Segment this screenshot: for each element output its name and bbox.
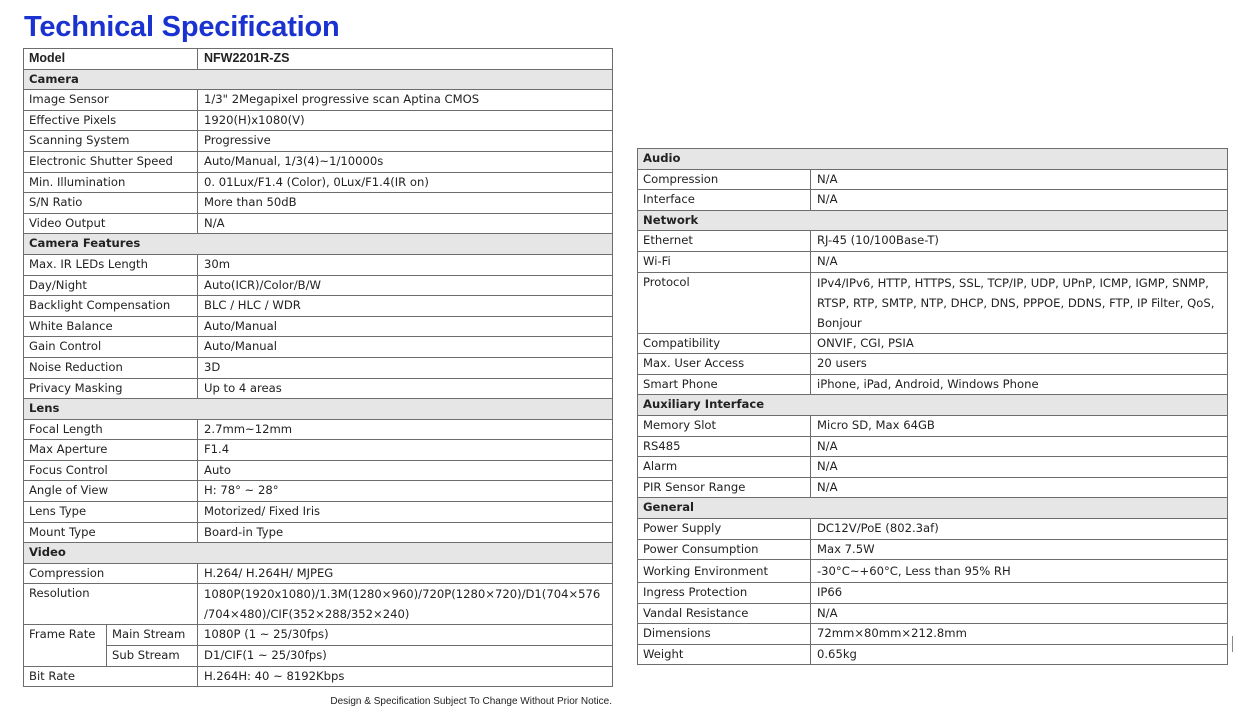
table-row (24, 193, 613, 214)
spec-label: Effective Pixels (24, 110, 198, 131)
spec-table-left (23, 48, 613, 687)
spec-value: N/A (811, 169, 1228, 190)
section-audio (638, 149, 1228, 170)
spec-label: Max. User Access (638, 354, 811, 375)
spec-value: Auto(ICR)/Color/B/W (198, 275, 613, 296)
spec-value: N/A (811, 251, 1228, 272)
table-row (24, 419, 613, 440)
table-row (24, 625, 613, 646)
spec-label: Focus Control (24, 460, 198, 481)
spec-table-right (637, 148, 1228, 665)
spec-label: RS485 (638, 436, 811, 457)
model-value: NFW2201R-ZS (198, 49, 613, 70)
section-general (638, 498, 1228, 519)
spec-label: Frame Rate (24, 625, 107, 666)
section-auxiliary-interface (638, 395, 1228, 416)
spec-label: Wi-Fi (638, 251, 811, 272)
spec-value: N/A (811, 436, 1228, 457)
spec-value: Auto/Manual, 1/3(4)~1/10000s (198, 151, 613, 172)
table-row (24, 110, 613, 131)
value-line: RTSP, RTP, SMTP, NTP, DHCP, DNS, PPPOE, DDNS, FTP, IP Filter, QoS, (817, 295, 1215, 310)
table-row (638, 415, 1228, 436)
spec-label: Working Environment (638, 560, 811, 583)
spec-label: Backlight Compensation (24, 296, 198, 317)
table-row (638, 624, 1228, 645)
spec-label: Alarm (638, 457, 811, 478)
spec-sublabel: Main Stream (107, 625, 198, 646)
table-row (638, 374, 1228, 395)
table-row (638, 190, 1228, 211)
spec-value: N/A (811, 190, 1228, 211)
table-row (638, 436, 1228, 457)
spec-value: H.264/ H.264H/ MJPEG (198, 563, 613, 584)
spec-value: F1.4 (198, 440, 613, 461)
section-header: Audio (638, 149, 1228, 170)
spec-value: 72mm×80mm×212.8mm (811, 624, 1228, 645)
table-row (24, 522, 613, 543)
spec-value: N/A (198, 213, 613, 234)
spec-value: Progressive (198, 131, 613, 152)
value-line: /704×480)/CIF(352×288/352×240) (204, 607, 410, 622)
spec-value: 1080P (1 ~ 25/30fps) (198, 625, 613, 646)
spec-value: iPhone, iPad, Android, Windows Phone (811, 374, 1228, 395)
spec-value: H: 78° ~ 28° (198, 481, 613, 502)
table-row (24, 316, 613, 337)
section-header: General (638, 498, 1228, 519)
section-camera (24, 69, 613, 90)
table-row (638, 272, 1228, 333)
footer-notice: Design & Specification Subject To Change Without Prior Notice. (330, 696, 612, 707)
table-row (24, 131, 613, 152)
spec-label: PIR Sensor Range (638, 477, 811, 498)
spec-value: Micro SD, Max 64GB (811, 415, 1228, 436)
spec-label: Image Sensor (24, 90, 198, 111)
spec-label: Max Aperture (24, 440, 198, 461)
spec-label: Scanning System (24, 131, 198, 152)
spec-label: Max. IR LEDs Length (24, 254, 198, 275)
spec-value: 1920(H)x1080(V) (198, 110, 613, 131)
value-line: Bonjour (817, 315, 862, 330)
spec-value: More than 50dB (198, 193, 613, 214)
spec-value: D1/CIF(1 ~ 25/30fps) (198, 646, 613, 667)
spec-label: Compatibility (638, 333, 811, 354)
spec-value: IP66 (811, 583, 1228, 604)
spec-label: Privacy Masking (24, 378, 198, 399)
spec-value: Auto (198, 460, 613, 481)
table-row (24, 502, 613, 523)
spec-label: White Balance (24, 316, 198, 337)
spec-label: Angle of View (24, 481, 198, 502)
table-row (638, 583, 1228, 604)
table-row (24, 172, 613, 193)
spec-label: Dimensions (638, 624, 811, 645)
table-row (24, 481, 613, 502)
table-row (638, 251, 1228, 272)
spec-label: Min. Illumination (24, 172, 198, 193)
spec-label: Power Supply (638, 518, 811, 539)
table-row (638, 539, 1228, 560)
spec-label: Lens Type (24, 502, 198, 523)
spec-sublabel: Sub Stream (107, 646, 198, 667)
spec-label: Day/Night (24, 275, 198, 296)
table-row (638, 231, 1228, 252)
spec-value: BLC / HLC / WDR (198, 296, 613, 317)
table-row (638, 333, 1228, 354)
table-row (24, 275, 613, 296)
table-row (638, 477, 1228, 498)
table-row (24, 90, 613, 111)
table-row (24, 460, 613, 481)
spec-label: Focal Length (24, 419, 198, 440)
table-row (638, 560, 1228, 583)
section-header: Network (638, 210, 1228, 231)
section-video (24, 543, 613, 564)
table-row (24, 666, 613, 687)
spec-label: Compression (638, 169, 811, 190)
section-header: Auxiliary Interface (638, 395, 1228, 416)
table-row (24, 584, 613, 625)
table-row (638, 644, 1228, 665)
table-row (638, 457, 1228, 478)
section-header: Camera Features (24, 234, 613, 255)
spec-label: Electronic Shutter Speed (24, 151, 198, 172)
spec-value: H.264H: 40 ~ 8192Kbps (198, 666, 613, 687)
spec-value: 0.65kg (811, 644, 1228, 665)
value-line: IPv4/IPv6, HTTP, HTTPS, SSL, TCP/IP, UDP, UPnP, ICMP, IGMP, SNMP, (817, 275, 1209, 290)
spec-value: 1/3" 2Megapixel progressive scan Aptina CMOS (198, 90, 613, 111)
spec-value: Auto/Manual (198, 316, 613, 337)
section-header: Camera (24, 69, 613, 90)
section-header: Lens (24, 399, 613, 420)
section-network (638, 210, 1228, 231)
spec-value: -30°C~+60°C, Less than 95% RH (811, 560, 1228, 583)
spec-label: Memory Slot (638, 415, 811, 436)
table-row (638, 169, 1228, 190)
table-row (24, 151, 613, 172)
spec-label: Smart Phone (638, 374, 811, 395)
spec-label: Weight (638, 644, 811, 665)
spec-label: Interface (638, 190, 811, 211)
section-camera-features (24, 234, 613, 255)
spec-value: N/A (811, 477, 1228, 498)
edge-tick-mark (1232, 636, 1233, 652)
table-row (638, 518, 1228, 539)
spec-label: Video Output (24, 213, 198, 234)
spec-label: Model (24, 49, 198, 70)
spec-label: Protocol (638, 272, 811, 333)
page-title: Technical Specification (24, 11, 340, 43)
spec-label: Bit Rate (24, 666, 198, 687)
spec-label: S/N Ratio (24, 193, 198, 214)
spec-label: Gain Control (24, 337, 198, 358)
spec-label: Resolution (24, 584, 198, 625)
spec-label: Noise Reduction (24, 357, 198, 378)
spec-value: N/A (811, 457, 1228, 478)
table-row (24, 296, 613, 317)
spec-value (198, 584, 613, 625)
spec-label: Compression (24, 563, 198, 584)
spec-label: Ethernet (638, 231, 811, 252)
value-line: 1080P(1920x1080)/1.3M(1280×960)/720P(1280×720)/D1(704×576 (204, 587, 601, 602)
spec-value: 0. 01Lux/F1.4 (Color), 0Lux/F1.4(IR on) (198, 172, 613, 193)
spec-value: Auto/Manual (198, 337, 613, 358)
spec-value: 30m (198, 254, 613, 275)
table-row-model (24, 49, 613, 70)
section-lens (24, 399, 613, 420)
spec-value: Board-in Type (198, 522, 613, 543)
spec-label: Mount Type (24, 522, 198, 543)
spec-value: Max 7.5W (811, 539, 1228, 560)
spec-value: RJ-45 (10/100Base-T) (811, 231, 1228, 252)
table-row (638, 603, 1228, 624)
spec-value: Up to 4 areas (198, 378, 613, 399)
spec-value: Motorized/ Fixed Iris (198, 502, 613, 523)
spec-value: ONVIF, CGI, PSIA (811, 333, 1228, 354)
spec-value: DC12V/PoE (802.3af) (811, 518, 1228, 539)
table-row (24, 646, 613, 667)
spec-value (811, 272, 1228, 333)
table-row (24, 254, 613, 275)
table-row (24, 357, 613, 378)
table-row (24, 440, 613, 461)
table-row (638, 354, 1228, 375)
spec-label: Power Consumption (638, 539, 811, 560)
spec-value: N/A (811, 603, 1228, 624)
table-row (24, 378, 613, 399)
spec-value: 20 users (811, 354, 1228, 375)
spec-value: 2.7mm~12mm (198, 419, 613, 440)
section-header: Video (24, 543, 613, 564)
spec-label: Ingress Protection (638, 583, 811, 604)
table-row (24, 213, 613, 234)
spec-label: Vandal Resistance (638, 603, 811, 624)
spec-value: 3D (198, 357, 613, 378)
table-row (24, 337, 613, 358)
table-row (24, 563, 613, 584)
